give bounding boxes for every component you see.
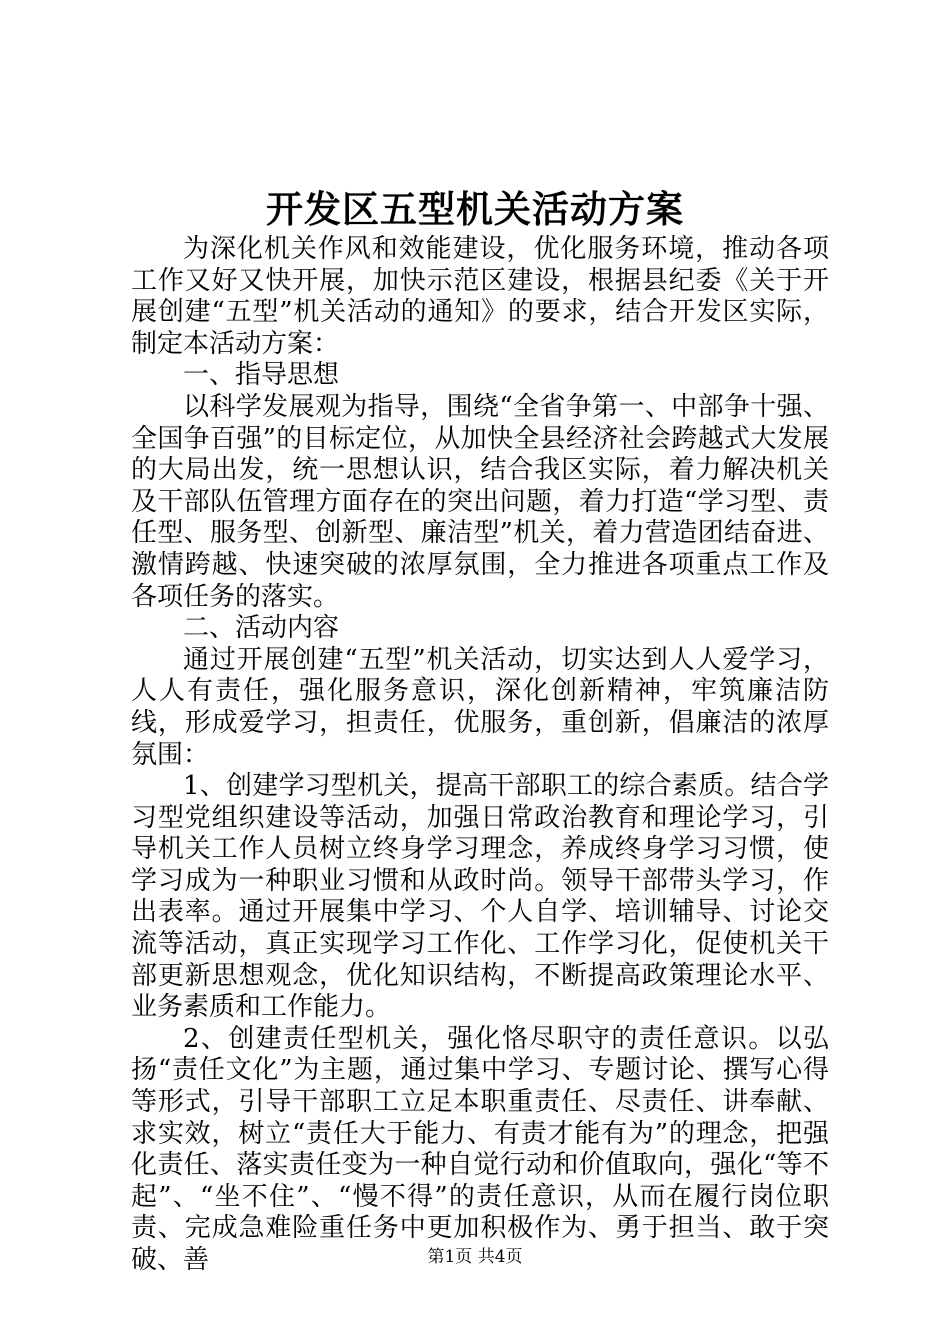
section-heading-activity-content: 二、活动内容	[183, 613, 340, 644]
paragraph-intro: 为深化机关作风和效能建设，优化服务环境，推动各项工作又好又快开展，加快示范区建设，根据县纪委《关于开展创建“五型”机关活动的通知》的要求，结合开发区实际，制定本活动方案：	[131, 234, 829, 359]
paragraph-responsibility-organ: 2、创建责任型机关，强化恪尽职守的责任意识。以弘扬“责任文化”为主题，通过集中学习、专题讨论、撰写心得等形式，引导干部职工立足本职重责任、尽责任、讲奉献、求实效，树立“责任大于能力、有责才能有为”的理念，把强化责任、落实责任变为一种自觉行动和价值取向，强化“等不起”、“坐不住”、“慢不得”的责任意识，从而在履行岗位职责、完成急难险重任务中更加积极作为、勇于担当、敢于突破、善	[131, 1023, 829, 1275]
page-footer: 第1页 共4页	[427, 1247, 523, 1267]
paragraph-activity-overview: 通过开展创建“五型”机关活动，切实达到人人爱学习，人人有责任，强化服务意识，深化创新精神，牢筑廉洁防线，形成爱学习，担责任，优服务，重创新，倡廉洁的浓厚氛围：	[131, 644, 829, 770]
paragraph-guiding-thought: 以科学发展观为指导，围绕“全省争第一、中部争十强、全国争百强”的目标定位，从加快全县经济社会跨越式大发展的大局出发，统一思想认识，结合我区实际，着力解决机关及干部队伍管理方面存在的突出问题，着力打造“学习型、责任型、服务型、创新型、廉洁型”机关，着力营造团结奋进、激情跨越、快速突破的浓厚氛围，全力推进各项重点工作及各项任务的落实。	[131, 391, 829, 612]
section-heading-guiding-thought: 一、指导思想	[183, 360, 340, 391]
paragraph-learning-organ: 1、创建学习型机关，提高干部职工的综合素质。结合学习型党组织建设等活动，加强日常政治教育和理论学习，引导机关工作人员树立终身学习理念，养成终身学习习惯，使学习成为一种职业习惯和从政时尚。领导干部带头学习，作出表率。通过开展集中学习、个人自学、培训辅导、讨论交流等活动，真正实现学习工作化、工作学习化，促使机关干部更新思想观念，优化知识结构，不断提高政策理论水平、业务素质和工作能力。	[131, 771, 829, 1023]
document-body	[131, 234, 829, 1277]
document-title: 开发区五型机关活动方案	[266, 187, 684, 231]
